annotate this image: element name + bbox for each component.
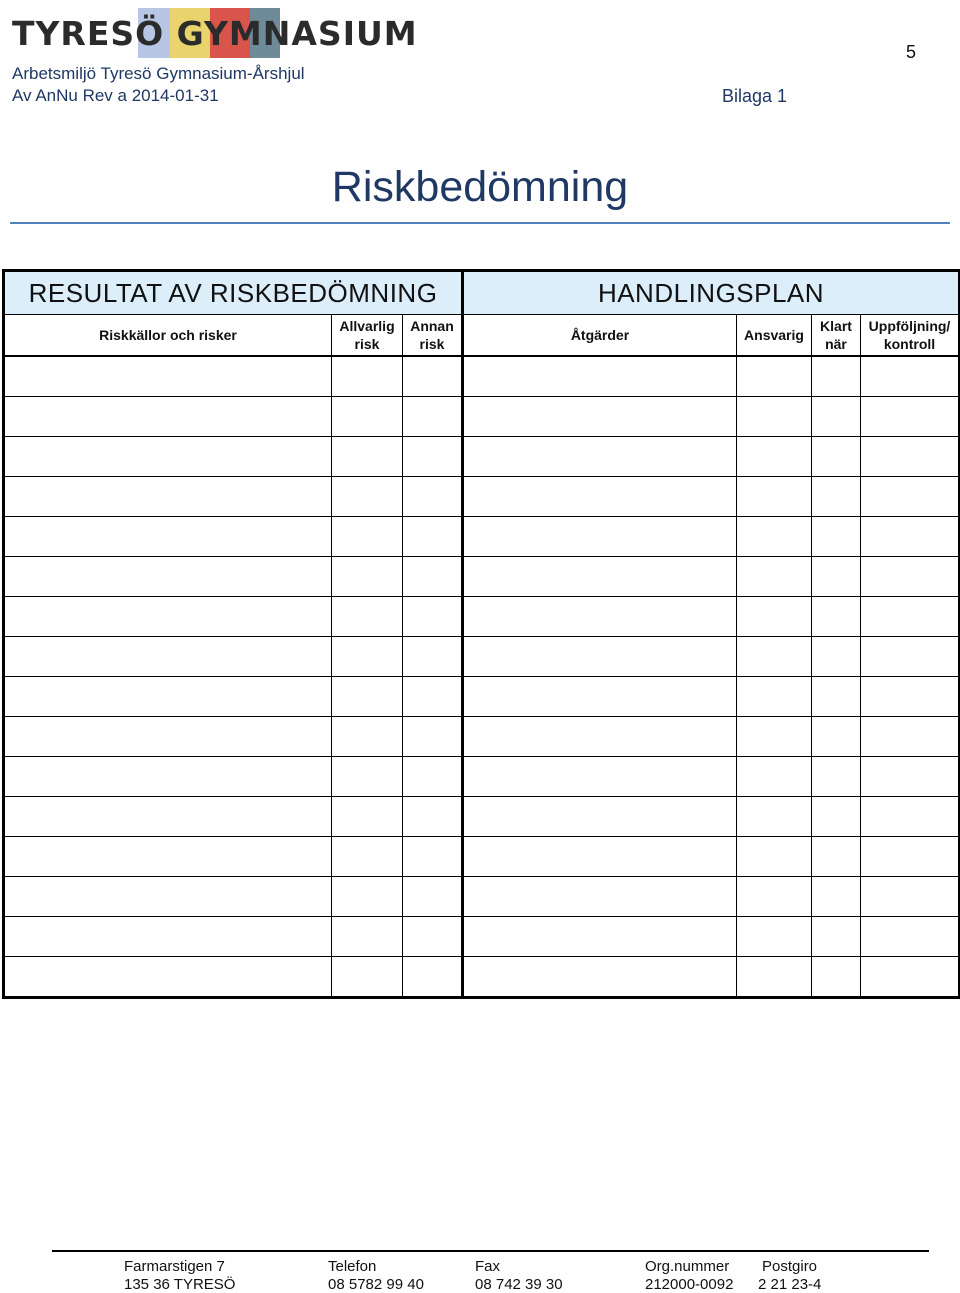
table-cell[interactable]: [812, 957, 861, 998]
bilaga-label: Bilaga 1: [722, 86, 788, 106]
table-cell[interactable]: [737, 917, 812, 957]
table-cell[interactable]: [403, 837, 463, 877]
footer-fax-label: Fax: [475, 1258, 501, 1275]
table-cell[interactable]: [737, 397, 812, 437]
table-row: [4, 397, 960, 437]
table-row: [4, 557, 960, 597]
table-cell[interactable]: [4, 677, 332, 717]
table-cell[interactable]: [463, 837, 737, 877]
table-cell[interactable]: [861, 837, 960, 877]
table-cell[interactable]: [737, 797, 812, 837]
table-cell[interactable]: [332, 397, 403, 437]
table-cell[interactable]: [861, 917, 960, 957]
group-header-action-plan: HANDLINGSPLAN: [463, 271, 960, 315]
table-cell[interactable]: [332, 437, 403, 477]
table-cell[interactable]: [861, 957, 960, 998]
table-cell[interactable]: [4, 717, 332, 757]
table-cell[interactable]: [737, 717, 812, 757]
table-cell[interactable]: [403, 397, 463, 437]
table-cell[interactable]: [403, 757, 463, 797]
table-row: [4, 717, 960, 757]
table-cell[interactable]: [463, 517, 737, 557]
table-cell[interactable]: [861, 677, 960, 717]
table-cell[interactable]: [861, 477, 960, 517]
table-cell[interactable]: [4, 837, 332, 877]
table-row: [4, 877, 960, 917]
footer-postgiro-value: 2 21 23-4: [758, 1276, 822, 1293]
table-cell[interactable]: [812, 437, 861, 477]
table-cell[interactable]: [332, 597, 403, 637]
col-header-follow-up: Uppföljning/ kontroll: [861, 315, 960, 357]
table-cell[interactable]: [332, 837, 403, 877]
table-cell[interactable]: [463, 917, 737, 957]
table-row: [4, 837, 960, 877]
table-cell[interactable]: [332, 517, 403, 557]
col-header-risk-sources: Riskkällor och risker: [4, 315, 332, 357]
title-divider: [10, 222, 950, 224]
footer-fax-value: 08 742 39 30: [475, 1276, 563, 1293]
table-cell[interactable]: [737, 757, 812, 797]
table-cell[interactable]: [4, 797, 332, 837]
table-cell[interactable]: [403, 557, 463, 597]
footer-phone-label: Telefon: [328, 1258, 377, 1275]
table-cell[interactable]: [403, 677, 463, 717]
table-cell[interactable]: [332, 877, 403, 917]
table-cell[interactable]: [861, 397, 960, 437]
table-cell[interactable]: [4, 397, 332, 437]
table-cell[interactable]: [4, 637, 332, 677]
table-cell[interactable]: [463, 717, 737, 757]
footer-divider: [52, 1250, 929, 1252]
table-cell[interactable]: [4, 597, 332, 637]
table-cell[interactable]: [332, 717, 403, 757]
table-cell[interactable]: [4, 877, 332, 917]
table-cell[interactable]: [861, 757, 960, 797]
table-cell[interactable]: [812, 877, 861, 917]
table-row: [4, 477, 960, 517]
table-cell[interactable]: [403, 517, 463, 557]
table-row: [4, 437, 960, 477]
table-cell[interactable]: [737, 356, 812, 397]
table-cell[interactable]: [737, 837, 812, 877]
table-cell[interactable]: [403, 797, 463, 837]
table-cell[interactable]: [403, 597, 463, 637]
table-cell[interactable]: [463, 677, 737, 717]
table-cell[interactable]: [4, 517, 332, 557]
table-cell[interactable]: [812, 517, 861, 557]
header-line-1: Arbetsmiljö Tyresö Gymnasium-Årshjul: [12, 64, 305, 83]
table-cell[interactable]: [812, 477, 861, 517]
footer-postgiro-label: Postgiro: [762, 1258, 818, 1275]
table-cell[interactable]: [737, 557, 812, 597]
footer-org-value: 212000-0092: [645, 1276, 734, 1293]
col-header-other-risk: Annan risk: [403, 315, 463, 357]
table-row: [4, 356, 960, 397]
table-cell[interactable]: [812, 757, 861, 797]
table-row: [4, 797, 960, 837]
table-cell[interactable]: [812, 917, 861, 957]
table-cell[interactable]: [812, 837, 861, 877]
table-cell[interactable]: [332, 757, 403, 797]
footer-address-label: Farmarstigen 7: [124, 1258, 225, 1275]
table-cell[interactable]: [861, 877, 960, 917]
table-cell[interactable]: [737, 637, 812, 677]
table-cell[interactable]: [403, 437, 463, 477]
header-line-2: Av AnNu Rev a 2014-01-31: [12, 86, 219, 105]
table-cell[interactable]: [861, 717, 960, 757]
table-cell[interactable]: [463, 957, 737, 998]
table-row: [4, 757, 960, 797]
table-cell[interactable]: [861, 637, 960, 677]
table-cell[interactable]: [332, 356, 403, 397]
table-cell[interactable]: [463, 877, 737, 917]
table-cell[interactable]: [332, 557, 403, 597]
table-row: [4, 957, 960, 998]
table-row: [4, 517, 960, 557]
table-cell[interactable]: [4, 477, 332, 517]
table-cell[interactable]: [463, 597, 737, 637]
table-cell[interactable]: [812, 597, 861, 637]
table-cell[interactable]: [812, 797, 861, 837]
table-cell[interactable]: [737, 677, 812, 717]
col-header-done-when: Klart när: [812, 315, 861, 357]
col-header-measures: Åtgärder: [463, 315, 737, 357]
footer-phone-value: 08 5782 99 40: [328, 1276, 424, 1293]
page-title: Riskbedömning: [331, 163, 629, 211]
table-cell[interactable]: [403, 637, 463, 677]
table-cell[interactable]: [4, 557, 332, 597]
table-cell[interactable]: [4, 917, 332, 957]
table-cell[interactable]: [861, 557, 960, 597]
risk-assessment-table: [2, 269, 960, 999]
table-cell[interactable]: [812, 717, 861, 757]
table-cell[interactable]: [861, 437, 960, 477]
table-cell[interactable]: [4, 957, 332, 998]
col-header-responsible: Ansvarig: [737, 315, 812, 357]
table-cell[interactable]: [812, 397, 861, 437]
table-cell[interactable]: [737, 437, 812, 477]
table-cell[interactable]: [463, 397, 737, 437]
table-cell[interactable]: [332, 477, 403, 517]
table-cell[interactable]: [4, 356, 332, 397]
table-cell[interactable]: [737, 597, 812, 637]
table-cell[interactable]: [332, 917, 403, 957]
table-cell[interactable]: [403, 917, 463, 957]
table-cell[interactable]: [812, 677, 861, 717]
table-row: [4, 677, 960, 717]
table-cell[interactable]: [861, 597, 960, 637]
table-cell[interactable]: [403, 356, 463, 397]
group-header-risk-result: RESULTAT AV RISKBEDÖMNING: [4, 271, 463, 315]
table-cell[interactable]: [403, 477, 463, 517]
table-cell[interactable]: [737, 877, 812, 917]
table-cell[interactable]: [812, 557, 861, 597]
table-cell[interactable]: [4, 437, 332, 477]
table-cell[interactable]: [737, 957, 812, 998]
table-cell[interactable]: [812, 637, 861, 677]
table-cell[interactable]: [403, 717, 463, 757]
table-row: [4, 637, 960, 677]
table-cell[interactable]: [403, 957, 463, 998]
table-cell[interactable]: [737, 477, 812, 517]
table-cell[interactable]: [463, 437, 737, 477]
table-row: [4, 597, 960, 637]
table-cell[interactable]: [403, 877, 463, 917]
col-header-serious-risk: Allvarlig risk: [332, 315, 403, 357]
table-cell[interactable]: [4, 757, 332, 797]
table-cell[interactable]: [812, 356, 861, 397]
table-cell[interactable]: [463, 356, 737, 397]
table-cell[interactable]: [861, 356, 960, 397]
table-cell[interactable]: [463, 477, 737, 517]
table-cell[interactable]: [737, 517, 812, 557]
footer-org-label: Org.nummer: [645, 1258, 730, 1275]
table-cell[interactable]: [332, 957, 403, 998]
table-cell[interactable]: [463, 637, 737, 677]
footer-address-value: 135 36 TYRESÖ: [124, 1276, 236, 1293]
logo-text: TYRESÖ GYMNASIUM: [12, 14, 418, 53]
table-cell[interactable]: [332, 637, 403, 677]
table-cell[interactable]: [861, 797, 960, 837]
table-cell[interactable]: [463, 557, 737, 597]
table-cell[interactable]: [861, 517, 960, 557]
table-row: [4, 917, 960, 957]
table-cell[interactable]: [463, 757, 737, 797]
table-cell[interactable]: [332, 677, 403, 717]
table-cell[interactable]: [332, 797, 403, 837]
table-cell[interactable]: [463, 797, 737, 837]
page-number: 5: [906, 42, 917, 62]
